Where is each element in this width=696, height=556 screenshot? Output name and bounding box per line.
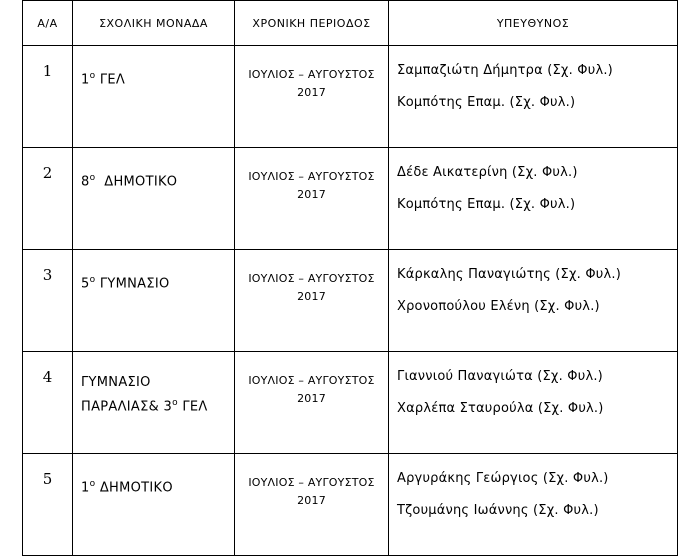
table-row [23,250,678,352]
responsible-cell [389,250,678,352]
time-period: ΙΟΥΛΙΟΣ – ΑΥΓΟΥΣΤΟΣ 2017 [235,352,389,454]
row-number: 2 [23,148,73,250]
time-period: ΙΟΥΛΙΟΣ – ΑΥΓΟΥΣΤΟΣ 2017 [235,454,389,556]
table-row [23,148,678,250]
row-number: 4 [23,352,73,454]
school-unit: $5^o$ ΓΥΜΝΑΣΙΟ [73,250,235,352]
time-period: ΙΟΥΛΙΟΣ – ΑΥΓΟΥΣΤΟΣ 2017 [235,148,389,250]
row-number: 3 [23,250,73,352]
responsible-cell [389,352,678,454]
school-unit: ΓΥΜΝΑΣΙΟ ΠΑΡΑΛΙΑΣ& $3^o$ ΓΕΛ [73,352,235,454]
responsible-person: Κάρκαλης Παναγιώτης (Σχ. Φυλ.) [397,267,621,282]
responsible-cell [389,454,678,556]
time-period: ΙΟΥΛΙΟΣ – ΑΥΓΟΥΣΤΟΣ 2017 [235,250,389,352]
responsible-cell [389,46,678,148]
table-row [23,352,678,454]
responsible-person: Αργυράκης Γεώργιος (Σχ. Φυλ.) [397,471,609,486]
table-row [23,46,678,148]
responsible-person: Σαμπαζιώτη Δήμητρα (Σχ. Φυλ.) [397,63,613,78]
responsible-person: Δέδε Αικατερίνη (Σχ. Φυλ.) [397,165,578,180]
responsible-person: Χρονοπούλου Ελένη (Σχ. Φυλ.) [397,299,600,314]
responsible-cell [389,148,678,250]
school-unit: $1^o$ ΓΕΛ [73,46,235,148]
row-number: 1 [23,46,73,148]
table-row [23,454,678,556]
header-school: ΣΧΟΛΙΚΗ ΜΟΝΑΔΑ [73,1,235,46]
header-period: ΧΡΟΝΙΚΗ ΠΕΡΙΟΔΟΣ [235,1,389,46]
row-number: 5 [23,454,73,556]
responsible-person: Γιαννιού Παναγιώτα (Σχ. Φυλ.) [397,369,603,384]
school-unit: $8^o$ ΔΗΜΟΤΙΚΟ [73,148,235,250]
responsible-person: Κομπότης Επαμ. (Σχ. Φυλ.) [397,95,576,110]
header-responsible: ΥΠΕΥΘΥΝΟΣ [389,1,678,46]
assignments-table [22,0,678,556]
school-unit: $1^o$ ΔΗΜΟΤΙΚΟ [73,454,235,556]
header-row [23,1,678,46]
time-period: ΙΟΥΛΙΟΣ – ΑΥΓΟΥΣΤΟΣ 2017 [235,46,389,148]
responsible-person: Τζουμάνης Ιωάννης (Σχ. Φυλ.) [397,503,599,518]
responsible-person: Κομπότης Επαμ. (Σχ. Φυλ.) [397,197,576,212]
header-aa: Α/Α [23,1,73,46]
responsible-person: Χαρλέπα Σταυρούλα (Σχ. Φυλ.) [397,401,604,416]
